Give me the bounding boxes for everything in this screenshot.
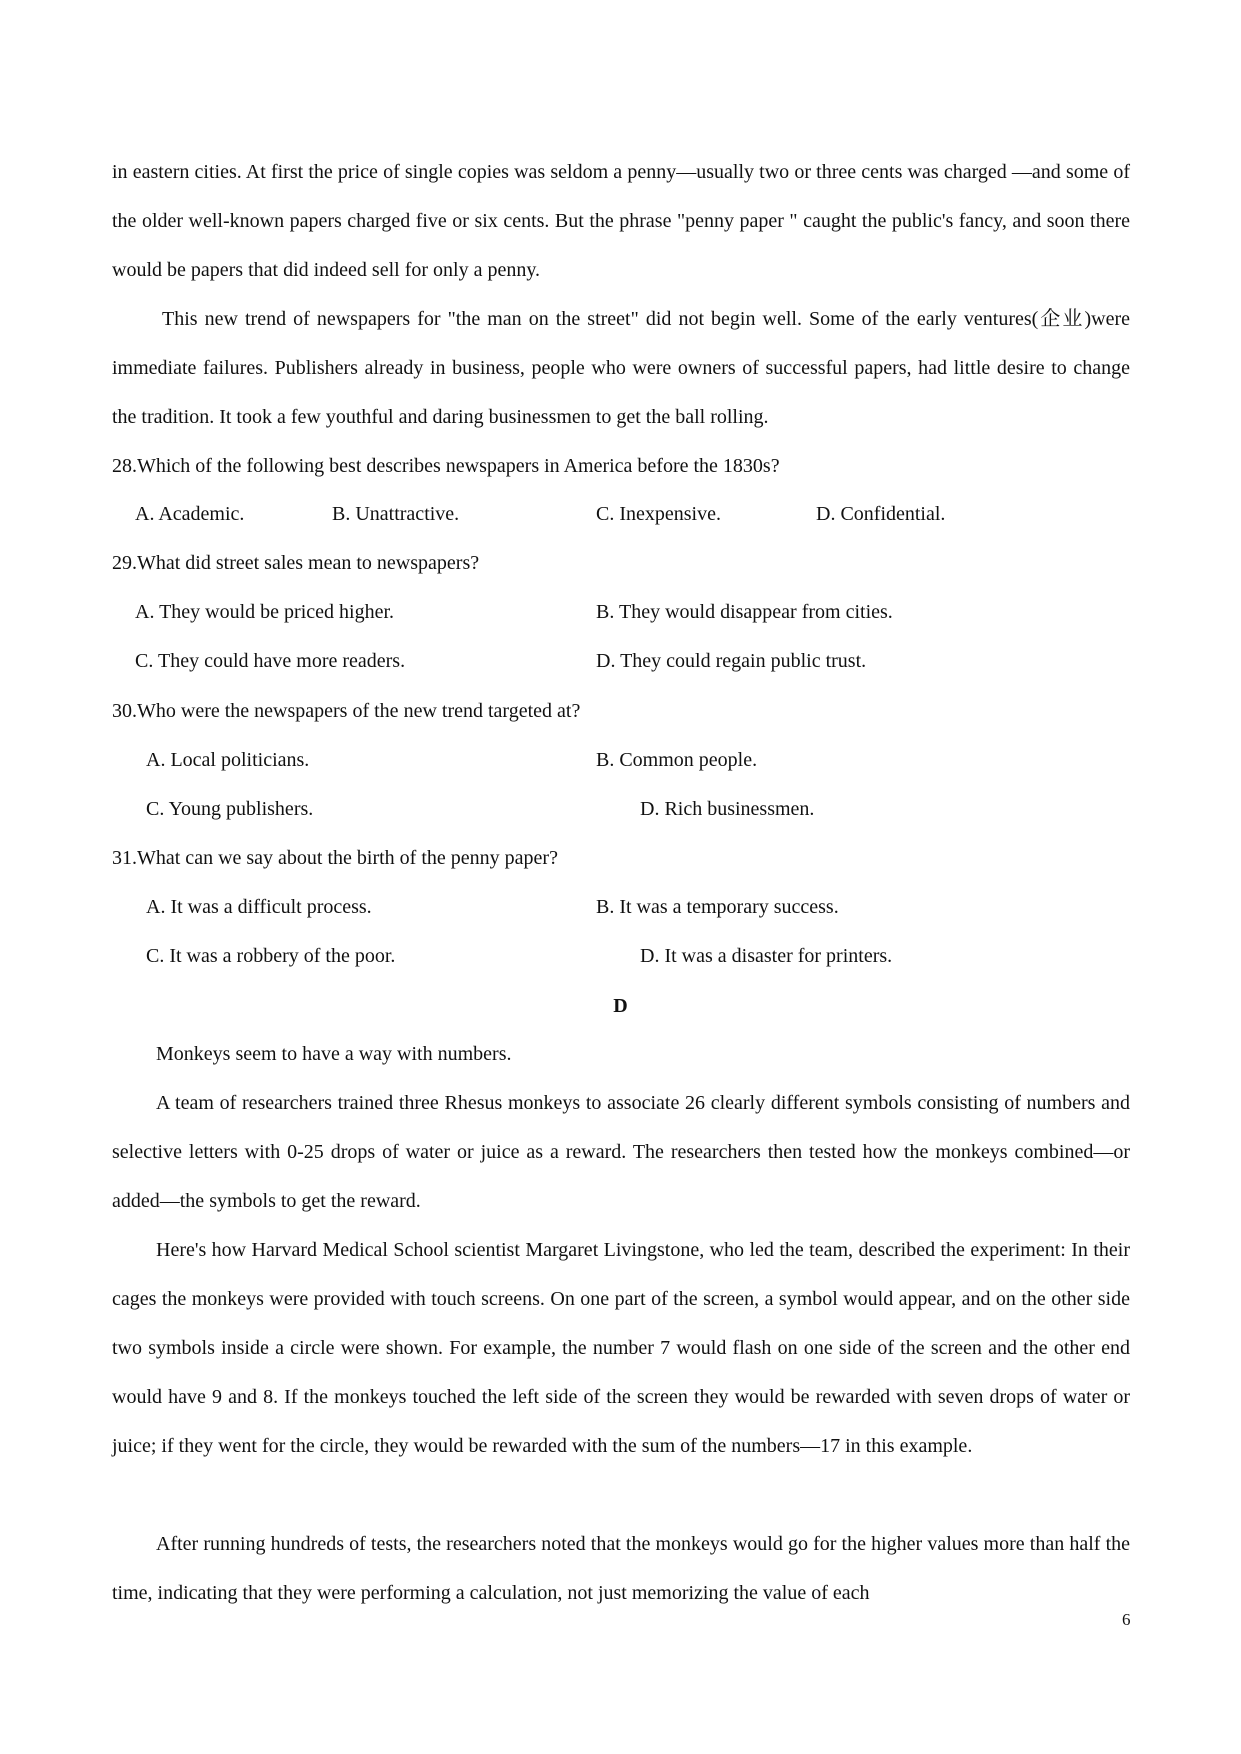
passage-d-paragraph-2: A team of researchers trained three Rhesus monkeys to associate 26 clearly different symbols consisting of numbers and selective letters with 0-25 drops of water or juice as a reward. The researchers then tested how the monkeys combined—or added—the symbols to get the reward. bbox=[112, 1092, 1130, 1212]
question-29-option-b: B. They would disappear from cities. bbox=[596, 601, 893, 623]
question-30-option-c: C. Young publishers. bbox=[146, 798, 314, 820]
question-30-option-b: B. Common people. bbox=[596, 749, 758, 771]
question-29-option-a: A. They would be priced higher. bbox=[135, 601, 395, 623]
question-31-stem: 31.What can we say about the birth of the penny paper? bbox=[112, 847, 558, 869]
question-31-option-c: C. It was a robbery of the poor. bbox=[146, 945, 396, 967]
question-31-option-a: A. It was a difficult process. bbox=[146, 896, 372, 918]
question-31-option-b: B. It was a temporary success. bbox=[596, 896, 839, 918]
passage-c-continuation: in eastern cities. At first the price of single copies was seldom a penny—usually two or three cents was charged —and some of the older well-known papers charged five or six cents. But the phrase "penny paper " caught the public's fancy, and soon there would be papers that did indeed sell for only a penny. bbox=[112, 161, 1130, 281]
passage-d-paragraph-3: Here's how Harvard Medical School scientist Margaret Livingstone, who led the team, described the experiment: In their cages the monkeys were provided with touch screens. On one part of the screen, a symbol would appear, and on the other side two symbols inside a circle were shown. For example, the number 7 would flash on one side of the screen and the other end would have 9 and 8. If the monkeys touched the left side of the screen they would be rewarded with seven drops of water or juice; if they went for the circle, they would be rewarded with the sum of the numbers—17 in this example. bbox=[112, 1239, 1130, 1457]
passage-d-paragraph-1: Monkeys seem to have a way with numbers. bbox=[156, 1043, 512, 1065]
question-30-option-d: D. Rich businessmen. bbox=[640, 798, 815, 820]
question-28-option-c: C. Inexpensive. bbox=[596, 503, 721, 525]
passage-c-new-trend-paragraph: This new trend of newspapers for "the man on the street" did not begin well. Some of the early ventures(企业)were immediate failures. Publishers already in business, people who were owners of successful papers, had little desire to change the tradition. It took a few youthful and daring businessmen to get the ball rolling. bbox=[112, 308, 1130, 428]
question-29-option-d: D. They could regain public trust. bbox=[596, 650, 867, 672]
question-28-option-a: A. Academic. bbox=[135, 503, 245, 525]
question-28-stem: 28.Which of the following best describes newspapers in America before the 1830s? bbox=[112, 455, 780, 477]
question-30-option-a: A. Local politicians. bbox=[146, 749, 310, 771]
passage-d-paragraph-4: After running hundreds of tests, the researchers noted that the monkeys would go for the higher values more than half the time, indicating that they were performing a calculation, not just memorizing the value of each bbox=[112, 1533, 1130, 1604]
page-number: 6 bbox=[1122, 1610, 1131, 1629]
question-28-option-b: B. Unattractive. bbox=[332, 503, 460, 525]
question-31-option-d: D. It was a disaster for printers. bbox=[640, 945, 893, 967]
question-30-stem: 30.Who were the newspapers of the new trend targeted at? bbox=[112, 700, 581, 722]
question-28-option-d: D. Confidential. bbox=[816, 503, 946, 525]
section-d-heading: D bbox=[613, 995, 628, 1017]
question-29-option-c: C. They could have more readers. bbox=[135, 650, 406, 672]
question-29-stem: 29.What did street sales mean to newspapers? bbox=[112, 552, 480, 574]
